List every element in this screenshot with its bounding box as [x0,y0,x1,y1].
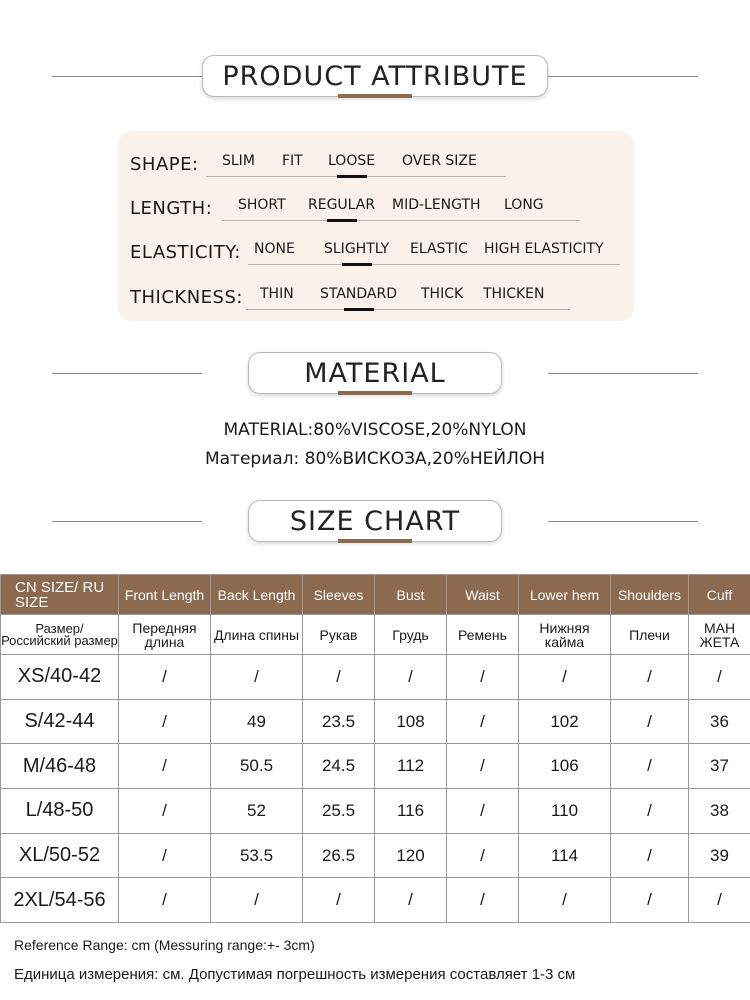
table-header-ru [1,615,750,655]
size-table [0,574,750,923]
measurement-cell: / [375,878,447,923]
header-cell: Рукав [303,615,375,655]
measurement-cell: / [211,655,303,700]
material-header [0,352,750,394]
attr-option-selected: REGULAR [308,197,376,213]
size-cell: XL/50-52 [1,833,119,878]
attr-row-length [130,185,610,221]
measurement-cell: 38 [689,789,750,834]
measurement-cell: / [689,878,750,923]
material-text-ru: Материал: 80%ВИСКОЗА,20%НЕЙЛОН [204,449,546,469]
measurement-cell: / [119,699,211,744]
table-row [1,789,750,834]
measurement-cell: 116 [375,789,447,834]
size-chart-header [0,500,750,542]
measurement-cell: / [447,789,519,834]
header-rule-left [52,373,202,374]
attribute-panel [118,131,634,321]
attr-row-thickness [130,274,610,310]
header-cell: Грудь [375,615,447,655]
attr-row-shape [130,141,610,177]
measurement-cell: 106 [519,744,611,789]
size-cell: M/46-48 [1,744,119,789]
attr-row-elasticity [130,229,630,265]
header-cell: Плечи [611,615,689,655]
measurement-cell: / [611,789,689,834]
attr-underline [222,220,580,221]
header-pill [202,55,548,97]
measurement-cell: / [611,655,689,700]
measurement-cell: 26.5 [303,833,375,878]
measurement-cell: / [611,699,689,744]
header-rule-right [548,76,698,77]
measurement-cell: / [375,655,447,700]
header-cell: Нижняя кайма [519,615,611,655]
measurement-cell: / [689,655,750,700]
header-cell: CN SIZE/ RU SIZE [1,575,119,615]
header-underbar [338,539,412,543]
attr-underline [246,309,570,310]
size-cell: XS/40-42 [1,655,119,700]
measurement-cell: / [611,833,689,878]
measurement-cell: / [611,878,689,923]
attr-label: ELASTICITY: [130,242,241,263]
measurement-cell: 24.5 [303,744,375,789]
header-title: SIZE CHART [289,505,461,537]
product-attribute-header [0,55,750,97]
attr-option-selected: LOOSE [328,153,376,169]
header-cell: Lower hem [519,575,611,615]
measurement-cell: 50.5 [211,744,303,789]
header-cell: Back Length [211,575,303,615]
table-row [1,655,750,700]
header-cell: Ремень [447,615,519,655]
measurement-cell: / [119,833,211,878]
measurement-cell: / [519,878,611,923]
header-cell: Sleeves [303,575,375,615]
measurement-cell: 37 [689,744,750,789]
header-cell: Длина спины [211,615,303,655]
attr-option-selected: SLIGHTLY [324,241,390,257]
attr-option: OVER SIZE [402,153,477,169]
header-title: MATERIAL [304,357,446,389]
measurement-cell: / [447,878,519,923]
size-cell: S/42-44 [1,699,119,744]
attr-underline [248,264,620,265]
header-pill [248,500,502,542]
attr-label: LENGTH: [130,198,213,219]
header-cell: Front Length [119,575,211,615]
header-cell: Передняя длина [119,615,211,655]
measurement-cell: / [119,744,211,789]
header-cell: Bust [375,575,447,615]
header-cell: Cuff [689,575,750,615]
header-cell: Waist [447,575,519,615]
measurement-cell: 25.5 [303,789,375,834]
header-pill [248,352,502,394]
measurement-cell: 108 [375,699,447,744]
header-underbar [338,94,412,98]
measurement-cell: 39 [689,833,750,878]
size-cell: L/48-50 [1,789,119,834]
material-text-en: MATERIAL:80%VISCOSE,20%NYLON [223,420,527,440]
measurement-cell: 112 [375,744,447,789]
header-rule-left [52,521,202,522]
measurement-cell: / [119,878,211,923]
header-cell: Shoulders [611,575,689,615]
measurement-cell: 52 [211,789,303,834]
attr-option: THICK [421,286,464,302]
attr-option: THIN [260,286,294,302]
header-rule-right [548,373,698,374]
header-rule-right [548,521,698,522]
measurement-cell: / [303,655,375,700]
attr-option: ELASTIC [410,241,468,257]
attr-option-selected: STANDARD [320,286,398,302]
measurement-cell: 110 [519,789,611,834]
measurement-cell: / [611,744,689,789]
attr-option: SLIM [222,153,255,169]
measurement-cell: 114 [519,833,611,878]
measurement-cell: / [447,833,519,878]
table-row [1,699,750,744]
attr-option: SHORT [238,197,286,213]
measurement-cell: 49 [211,699,303,744]
measurement-cell: 102 [519,699,611,744]
reference-note-en: Reference Range: cm (Messuring range:+- 3cm) [14,937,315,953]
attr-option: HIGH ELASTICITY [484,241,604,257]
measurement-cell: 36 [689,699,750,744]
header-title: PRODUCT ATTRIBUTE [222,60,528,92]
attr-option: FIT [282,153,303,169]
reference-note-ru: Единица измерения: см. Допустимая погрешность измерения составляет 1-3 см [14,966,576,983]
size-cell: 2XL/54-56 [1,878,119,923]
measurement-cell: 23.5 [303,699,375,744]
attr-option: THICKEN [483,286,545,302]
attr-label: SHAPE: [130,154,199,175]
measurement-cell: / [119,655,211,700]
measurement-cell: 120 [375,833,447,878]
measurement-cell: / [447,699,519,744]
table-row [1,833,750,878]
measurement-cell: / [447,655,519,700]
measurement-cell: / [447,744,519,789]
attr-option: NONE [254,241,295,257]
header-cell: Размер/ Российский размер [1,615,119,655]
table-row [1,744,750,789]
measurement-cell: / [119,789,211,834]
measurement-cell: / [303,878,375,923]
header-cell: МАН ЖЕТА [689,615,750,655]
measurement-cell: / [211,878,303,923]
attr-option: LONG [504,197,544,213]
measurement-cell: / [519,655,611,700]
header-rule-left [52,76,202,77]
table-header-en [1,575,750,615]
measurement-cell: 53.5 [211,833,303,878]
table-row [1,878,750,923]
header-underbar [338,391,412,395]
attr-label: THICKNESS: [130,287,243,308]
attr-option: MID-LENGTH [392,197,481,213]
